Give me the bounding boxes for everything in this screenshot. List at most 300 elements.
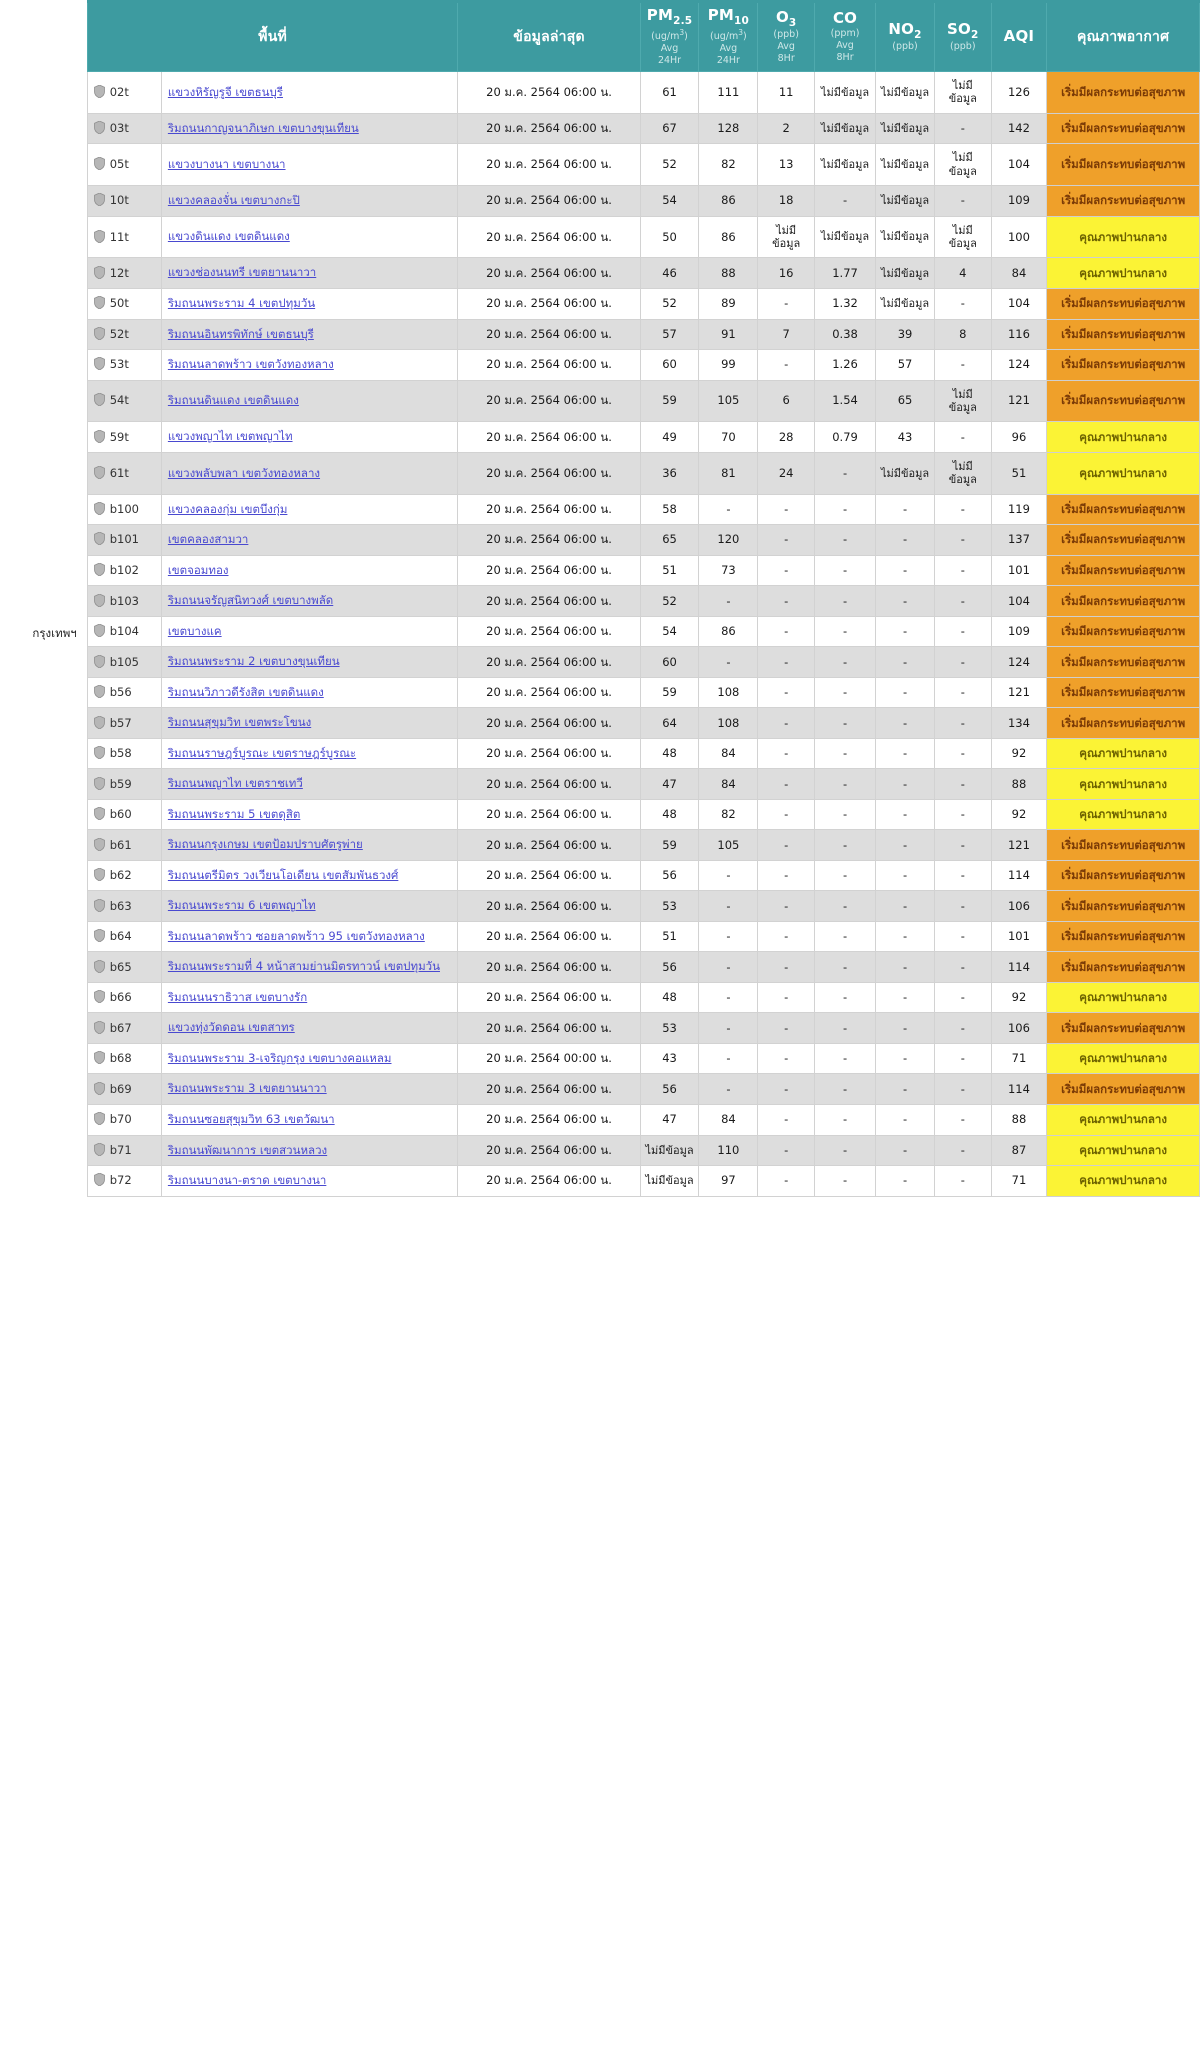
station-code: b65 [109, 959, 132, 974]
so2-value: - [934, 891, 991, 922]
pm25-value: 64 [640, 708, 699, 739]
o3-value: 16 [758, 258, 815, 289]
co-value: - [815, 708, 876, 739]
o3-value: - [758, 1166, 815, 1197]
air-quality-badge: เริ่มมีผลกระทบต่อสุขภาพ [1047, 319, 1200, 350]
pm25-value: 43 [640, 1043, 699, 1074]
table-row [0, 1104, 1200, 1135]
station-name-link[interactable]: ริมถนนราษฎร์บูรณะ เขตราษฎร์บูรณะ [167, 745, 357, 760]
station-name-link[interactable]: แขวงดินแดง เขตดินแดง [167, 229, 290, 244]
pm25-value: 59 [640, 380, 699, 422]
station-name-link[interactable]: ริมถนนพระราม 6 เขตพญาไท [167, 898, 316, 913]
pm10-value: - [699, 1043, 758, 1074]
co-value: - [815, 1166, 876, 1197]
header-latest [458, 2, 640, 72]
map-pin-icon [94, 193, 105, 206]
o3-value: 6 [758, 380, 815, 422]
pm25-value: 54 [640, 186, 699, 217]
station-name-link[interactable]: แขวงช่องนนทรี เขตยานนาวา [167, 265, 317, 280]
table-row [0, 1166, 1200, 1197]
pm10-value: - [699, 647, 758, 678]
co-value: 0.79 [815, 422, 876, 453]
co-value: 0.38 [815, 319, 876, 350]
aqi-value: 121 [991, 677, 1047, 708]
o3-value: - [758, 525, 815, 556]
station-name-link[interactable]: ริมถนนกาญจนาภิเษก เขตบางขุนเทียน [167, 120, 359, 135]
map-pin-icon [94, 1051, 105, 1064]
header-co [815, 2, 876, 72]
station-name-link[interactable]: ริมถนนดินแดง เขตดินแดง [167, 393, 299, 408]
map-pin-icon [94, 532, 105, 545]
co-value: - [815, 921, 876, 952]
station-name-link[interactable]: ริมถนนลาดพร้าว ซอยลาดพร้าว 95 เขตวังทองหลาง [167, 928, 425, 943]
air-quality-badge: เริ่มมีผลกระทบต่อสุขภาพ [1047, 494, 1200, 525]
station-name-link[interactable]: เขตจอมทอง [167, 562, 229, 577]
header-row [0, 2, 1200, 72]
o3-value: - [758, 1074, 815, 1105]
aqi-value: 101 [991, 555, 1047, 586]
map-pin-icon [94, 327, 105, 340]
station-name-link[interactable]: เขตบางแค [167, 623, 222, 638]
station-code-cell [87, 380, 161, 422]
co-value: - [815, 738, 876, 769]
pm25-value [640, 1135, 699, 1166]
no-data-label: ไม่มีข้อมูล [880, 194, 930, 208]
no2-value: - [876, 616, 935, 647]
station-name-cell [161, 1135, 458, 1166]
aqi-value: 116 [991, 319, 1047, 350]
latest-time-cell: 20 ม.ค. 2564 06:00 น. [458, 216, 640, 258]
header-o3 [758, 2, 815, 72]
pm25-value: 56 [640, 1074, 699, 1105]
table-row [0, 1074, 1200, 1105]
station-code: 02t [109, 84, 129, 99]
co-value: - [815, 555, 876, 586]
air-quality-badge: เริ่มมีผลกระทบต่อสุขภาพ [1047, 555, 1200, 586]
aqi-value: 124 [991, 647, 1047, 678]
pm10-value: 86 [699, 186, 758, 217]
no2-value: - [876, 586, 935, 617]
aqi-value: 92 [991, 982, 1047, 1013]
station-code-cell [87, 319, 161, 350]
pm25-value: 46 [640, 258, 699, 289]
no-data-label: ไม่มีข้อมูล [880, 230, 930, 244]
so2-value: - [934, 647, 991, 678]
station-name-link[interactable]: แขวงหิรัญรูจี เขตธนบุรี [167, 84, 283, 99]
air-quality-badge: เริ่มมีผลกระทบต่อสุขภาพ [1047, 586, 1200, 617]
air-quality-badge: เริ่มมีผลกระทบต่อสุขภาพ [1047, 186, 1200, 217]
station-name-cell [161, 952, 458, 983]
station-name-cell [161, 319, 458, 350]
co-value [815, 113, 876, 144]
map-pin-icon [94, 899, 105, 912]
co-value: 1.77 [815, 258, 876, 289]
station-name-link[interactable]: ริมถนนพระรามที่ 4 หน้าสามย่านมิตรทาวน์ เขตปทุมวัน [167, 959, 440, 974]
table-row [0, 769, 1200, 800]
so2-value: - [934, 1074, 991, 1105]
o3-value: - [758, 708, 815, 739]
latest-time-cell: 20 ม.ค. 2564 06:00 น. [458, 319, 640, 350]
header-co-period: 8Hr [836, 51, 854, 63]
table-row [0, 799, 1200, 830]
map-pin-icon [94, 624, 105, 637]
no2-value: - [876, 952, 935, 983]
latest-time-cell: 20 ม.ค. 2564 06:00 น. [458, 494, 640, 525]
no2-value: - [876, 921, 935, 952]
no2-value [876, 72, 935, 114]
station-code: b60 [109, 807, 132, 822]
pm10-value: 82 [699, 144, 758, 186]
pm10-value: 84 [699, 769, 758, 800]
latest-time-cell: 20 ม.ค. 2564 06:00 น. [458, 1013, 640, 1044]
so2-value: - [934, 982, 991, 1013]
header-pm25-avg: Avg [660, 42, 679, 54]
so2-value: - [934, 525, 991, 556]
co-value: - [815, 799, 876, 830]
station-code-cell [87, 216, 161, 258]
station-code: b104 [109, 624, 139, 639]
station-name-cell [161, 494, 458, 525]
station-name-cell [161, 216, 458, 258]
no-data-label: ไม่มีข้อมูล [880, 85, 930, 99]
station-name-link[interactable]: ริมถนนซอยสุขุมวิท 63 เขตวัฒนา [167, 1111, 335, 1126]
no2-value [876, 216, 935, 258]
co-value: 1.54 [815, 380, 876, 422]
so2-value: - [934, 1166, 991, 1197]
station-name-cell [161, 586, 458, 617]
co-value [815, 72, 876, 114]
o3-value: 13 [758, 144, 815, 186]
header-o3-avg: Avg [777, 41, 795, 53]
table-row [0, 288, 1200, 319]
station-name-link[interactable]: แขวงพลับพลา เขตวังทองหลาง [167, 465, 321, 480]
so2-value [934, 72, 991, 114]
no2-value [876, 452, 935, 494]
aqi-value: 109 [991, 616, 1047, 647]
station-name-link[interactable]: แขวงคลองกุ่ม เขตบึงกุ่ม [167, 501, 288, 516]
o3-value: - [758, 677, 815, 708]
station-code: 03t [109, 121, 129, 136]
pm10-value: 81 [699, 452, 758, 494]
station-name-link[interactable]: ริมถนนพระราม 3 เขตยานนาวา [167, 1081, 327, 1096]
header-no2 [876, 2, 935, 72]
o3-value: - [758, 1013, 815, 1044]
pm25-value: 67 [640, 113, 699, 144]
air-quality-badge: คุณภาพปานกลาง [1047, 1043, 1200, 1074]
station-name-link[interactable]: ริมถนนอินทรพิทักษ์ เขตธนบุรี [167, 326, 314, 341]
header-aqi [991, 2, 1047, 72]
table-row [0, 525, 1200, 556]
header-latest-label: ข้อมูลล่าสุด [513, 28, 585, 45]
air-quality-badge: เริ่มมีผลกระทบต่อสุขภาพ [1047, 830, 1200, 861]
header-o3-period: 8Hr [777, 53, 795, 65]
table-row [0, 891, 1200, 922]
station-code: b102 [109, 562, 139, 577]
co-value: - [815, 769, 876, 800]
latest-time-cell: 20 ม.ค. 2564 06:00 น. [458, 799, 640, 830]
so2-value: - [934, 555, 991, 586]
no2-value: - [876, 1166, 935, 1197]
station-name-link[interactable]: ริมถนนนราธิวาส เขตบางรัก [167, 989, 308, 1004]
pm25-value: 59 [640, 830, 699, 861]
no2-value: - [876, 891, 935, 922]
station-code-cell [87, 616, 161, 647]
so2-value: - [934, 799, 991, 830]
map-pin-icon [94, 746, 105, 759]
o3-value: - [758, 494, 815, 525]
station-name-link[interactable]: แขวงบางนา เขตบางนา [167, 156, 286, 171]
station-code-cell [87, 1074, 161, 1105]
so2-value [934, 380, 991, 422]
no-data-label: ไม่มีข้อมูล [880, 158, 930, 172]
station-name-link[interactable]: ริมถนนสุขุมวิท เขตพระโขนง [167, 715, 312, 730]
station-code: b63 [109, 898, 132, 913]
station-code-cell [87, 494, 161, 525]
station-name-cell [161, 555, 458, 586]
no-data-label: ไม่มีข้อมูล [948, 79, 977, 106]
no2-value: 39 [876, 319, 935, 350]
so2-value: - [934, 708, 991, 739]
header-quality [1047, 2, 1200, 72]
co-value: - [815, 452, 876, 494]
no-data-label: ไม่มีข้อมูล [880, 466, 930, 480]
station-name-link[interactable]: แขวงพญาไท เขตพญาไท [167, 429, 293, 444]
aqi-value: 92 [991, 738, 1047, 769]
header-o3-title: $O_3$ [775, 8, 797, 29]
station-name-link[interactable]: ริมถนนพระราม 5 เขตดุสิต [167, 806, 301, 821]
no2-value: - [876, 494, 935, 525]
latest-time-cell: 20 ม.ค. 2564 00:00 น. [458, 1043, 640, 1074]
station-name-link[interactable]: ริมถนนบางนา-ตราด เขตบางนา [167, 1173, 327, 1188]
table-row [0, 1135, 1200, 1166]
region-label: กรุงเทพฯ [32, 626, 77, 641]
header-pm25-period: 24Hr [657, 54, 682, 66]
co-value: - [815, 982, 876, 1013]
station-name-link[interactable]: ริมถนนวิภาวดีรังสิต เขตดินแดง [167, 684, 324, 699]
station-name-cell [161, 891, 458, 922]
station-name-link[interactable]: แขวงทุ่งวัดดอน เขตสาทร [167, 1020, 295, 1035]
aqi-value: 88 [991, 1104, 1047, 1135]
no2-value: 65 [876, 380, 935, 422]
header-pm10-title: $PM_{10}$ [707, 6, 750, 28]
o3-value: - [758, 555, 815, 586]
so2-value: - [934, 1043, 991, 1074]
no2-value: - [876, 1104, 935, 1135]
air-quality-badge: เริ่มมีผลกระทบต่อสุขภาพ [1047, 708, 1200, 739]
co-value: - [815, 677, 876, 708]
station-code-cell [87, 891, 161, 922]
no-data-label: ไม่มีข้อมูล [948, 387, 977, 414]
latest-time-cell: 20 ม.ค. 2564 06:00 น. [458, 830, 640, 861]
air-quality-badge: คุณภาพปานกลาง [1047, 258, 1200, 289]
latest-time-cell: 20 ม.ค. 2564 06:00 น. [458, 738, 640, 769]
header-region-spacer [0, 2, 87, 72]
co-value: - [815, 891, 876, 922]
so2-value: 8 [934, 319, 991, 350]
station-code: b100 [109, 501, 139, 516]
air-quality-badge: คุณภาพปานกลาง [1047, 982, 1200, 1013]
pm25-value [640, 1166, 699, 1197]
pm25-value: 48 [640, 799, 699, 830]
no2-value [876, 113, 935, 144]
station-code: 50t [109, 296, 129, 311]
station-name-link[interactable]: ริมถนนพัฒนาการ เขตสวนหลวง [167, 1142, 328, 1157]
map-pin-icon [94, 1143, 105, 1156]
map-pin-icon [94, 655, 105, 668]
no-data-label: ไม่มีข้อมูล [948, 223, 977, 251]
station-code-cell [87, 144, 161, 186]
no2-value: - [876, 769, 935, 800]
station-name-link[interactable]: ริมถนนพระราม 4 เขตปทุมวัน [167, 295, 316, 310]
pm25-value: 59 [640, 677, 699, 708]
header-pm25-unit: $(ug/m^3)$ [651, 27, 688, 42]
pm25-value: 50 [640, 216, 699, 258]
so2-value: - [934, 1013, 991, 1044]
station-code: b61 [109, 837, 132, 852]
aqi-value: 124 [991, 350, 1047, 381]
station-name-link[interactable]: ริมถนนกรุงเกษม เขตป้อมปราบศัตรูพ่าย [167, 837, 363, 852]
o3-value: - [758, 921, 815, 952]
station-name-cell [161, 422, 458, 453]
so2-value [934, 452, 991, 494]
latest-time-cell: 20 ม.ค. 2564 06:00 น. [458, 555, 640, 586]
no-data-label: ไม่มีข้อมูล [820, 158, 870, 172]
aqi-value: 71 [991, 1043, 1047, 1074]
table-row [0, 452, 1200, 494]
station-code-cell [87, 288, 161, 319]
pm10-value: 84 [699, 1104, 758, 1135]
no2-value: - [876, 830, 935, 861]
station-name-cell [161, 72, 458, 114]
pm25-value: 53 [640, 891, 699, 922]
o3-value: - [758, 647, 815, 678]
no2-value: - [876, 677, 935, 708]
latest-time-cell: 20 ม.ค. 2564 06:00 น. [458, 350, 640, 381]
aqi-value: 137 [991, 525, 1047, 556]
latest-time-cell: 20 ม.ค. 2564 06:00 น. [458, 72, 640, 114]
station-name-cell [161, 1013, 458, 1044]
station-name-link[interactable]: ริมถนนพระราม 3-เจริญกรุง เขตบางคอแหลม [167, 1050, 392, 1065]
station-name-cell [161, 380, 458, 422]
header-pm25-title: $PM_{2.5}$ [646, 6, 693, 28]
so2-value: - [934, 952, 991, 983]
o3-value: 2 [758, 113, 815, 144]
so2-value: - [934, 830, 991, 861]
latest-time-cell: 20 ม.ค. 2564 06:00 น. [458, 586, 640, 617]
station-code-cell [87, 799, 161, 830]
map-pin-icon [94, 230, 105, 243]
pm25-value: 47 [640, 769, 699, 800]
pm25-value: 57 [640, 319, 699, 350]
no2-value: - [876, 1135, 935, 1166]
o3-value: - [758, 891, 815, 922]
aqi-value: 134 [991, 708, 1047, 739]
header-co-title: CO [832, 9, 858, 28]
station-code-cell [87, 113, 161, 144]
o3-value: 18 [758, 186, 815, 217]
table-row [0, 113, 1200, 144]
station-name-cell [161, 982, 458, 1013]
no2-value: 57 [876, 350, 935, 381]
station-name-link[interactable]: ริมถนนพญาไท เขตราชเทวี [167, 776, 303, 791]
station-name-cell [161, 860, 458, 891]
station-code: b72 [109, 1173, 132, 1188]
no2-value: - [876, 1074, 935, 1105]
station-name-cell [161, 1104, 458, 1135]
aqi-value: 114 [991, 860, 1047, 891]
co-value [815, 144, 876, 186]
pm10-value: 108 [699, 708, 758, 739]
latest-time-cell: 20 ม.ค. 2564 06:00 น. [458, 258, 640, 289]
map-pin-icon [94, 502, 105, 515]
aqi-value: 51 [991, 452, 1047, 494]
pm25-value: 49 [640, 422, 699, 453]
station-name-cell [161, 350, 458, 381]
station-name-cell [161, 769, 458, 800]
no-data-label: ไม่มีข้อมูล [948, 459, 977, 487]
station-name-cell [161, 1074, 458, 1105]
latest-time-cell: 20 ม.ค. 2564 06:00 น. [458, 616, 640, 647]
station-name-link[interactable]: ริมถนนจรัญสนิทวงศ์ เขตบางพลัด [167, 593, 334, 608]
station-code-cell [87, 422, 161, 453]
pm10-value: - [699, 1074, 758, 1105]
so2-value: - [934, 921, 991, 952]
station-name-cell [161, 647, 458, 678]
station-name-link[interactable]: ริมถนนลาดพร้าว เขตวังทองหลาง [167, 357, 334, 372]
pm10-value: 73 [699, 555, 758, 586]
pm10-value: 91 [699, 319, 758, 350]
header-pm25 [640, 2, 699, 72]
latest-time-cell: 20 ม.ค. 2564 06:00 น. [458, 860, 640, 891]
o3-value: 7 [758, 319, 815, 350]
co-value [815, 216, 876, 258]
station-name-link[interactable]: เขตคลองสามวา [167, 532, 249, 547]
pm10-value: 110 [699, 1135, 758, 1166]
station-code-cell [87, 921, 161, 952]
pm10-value: - [699, 860, 758, 891]
table-row [0, 830, 1200, 861]
station-name-link[interactable]: ริมถนนตรีมิตร วงเวียนโอเดียน เขตสัมพันธวงศ์ [167, 867, 399, 882]
air-quality-badge: เริ่มมีผลกระทบต่อสุขภาพ [1047, 616, 1200, 647]
station-name-link[interactable]: แขวงคลองจั่น เขตบางกะปิ [167, 193, 300, 208]
table-row [0, 319, 1200, 350]
so2-value: - [934, 1135, 991, 1166]
table-row [0, 1043, 1200, 1074]
pm25-value: 61 [640, 72, 699, 114]
station-name-cell [161, 1043, 458, 1074]
aqi-value: 106 [991, 891, 1047, 922]
no2-value: - [876, 708, 935, 739]
header-o3-unit: (ppb) [773, 29, 799, 41]
o3-value: - [758, 1135, 815, 1166]
header-co-unit: (ppm) [830, 28, 860, 40]
table-row [0, 422, 1200, 453]
o3-value: - [758, 616, 815, 647]
table-row [0, 144, 1200, 186]
station-code-cell [87, 1043, 161, 1074]
o3-value: - [758, 1043, 815, 1074]
station-code-cell [87, 860, 161, 891]
table-header [0, 2, 1200, 72]
o3-value [758, 216, 815, 258]
station-name-link[interactable]: ริมถนนพระราม 2 เขตบางขุนเทียน [167, 654, 340, 669]
station-code: b101 [109, 532, 139, 547]
station-code-cell [87, 677, 161, 708]
o3-value: - [758, 860, 815, 891]
pm10-value: 105 [699, 830, 758, 861]
station-code-cell [87, 258, 161, 289]
air-quality-badge: เริ่มมีผลกระทบต่อสุขภาพ [1047, 647, 1200, 678]
